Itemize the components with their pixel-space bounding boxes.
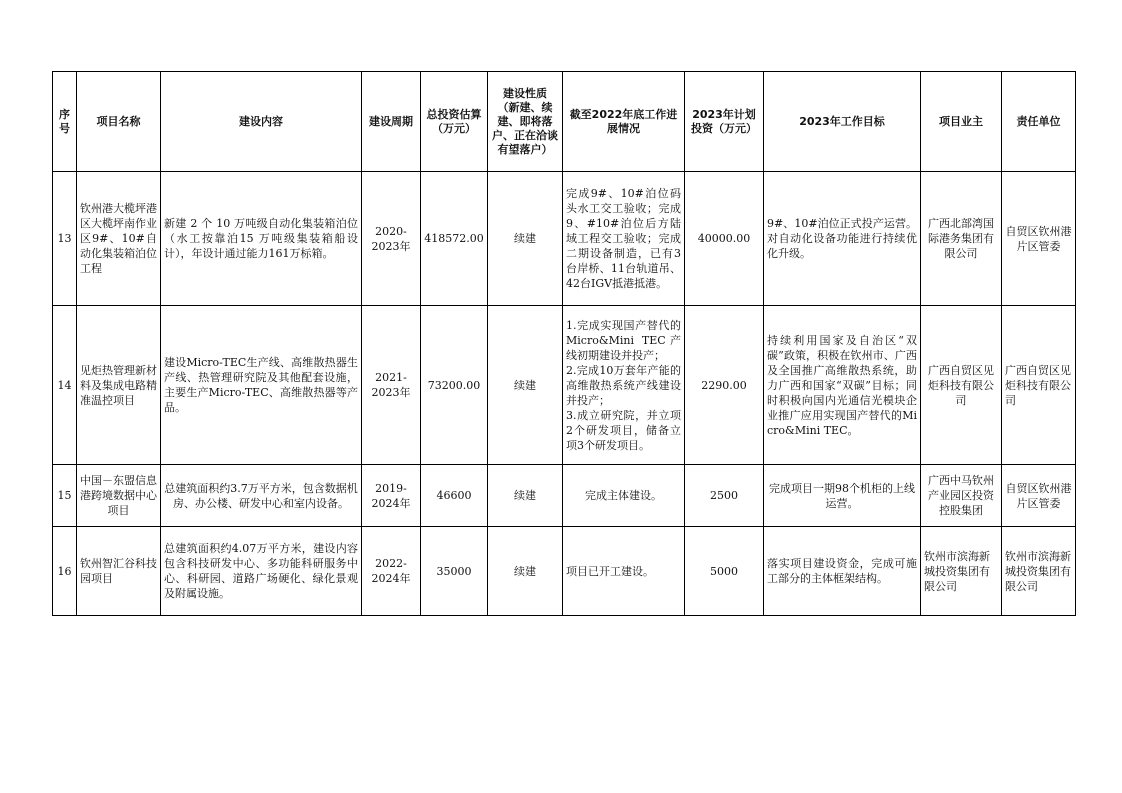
header-progress: 截至2022年底工作进展情况 [563,72,685,172]
row-plan: 40000.00 [685,172,764,306]
row-content: 总建筑面积约4.07万平方米，建设内容包含科技研发中心、多功能科研服务中心、科研园、道路广场硬化、绿化景观及附属设施。 [161,527,362,616]
row-target: 完成项目一期98个机柜的上线运营。 [764,465,921,527]
header-dept: 责任单位 [1002,72,1076,172]
header-name: 项目名称 [77,72,161,172]
header-no: 序 号 [53,72,77,172]
row-owner: 广西北部湾国际港务集团有限公司 [921,172,1002,306]
row-total: 46600 [421,465,488,527]
header-target: 2023年工作目标 [764,72,921,172]
row-name: 中国－东盟信息港跨境数据中心项目 [77,465,161,527]
table-row [53,527,1076,616]
header-owner: 项目业主 [921,72,1002,172]
row-target: 9#、10#泊位正式投产运营。对自动化设备功能进行持续优化升级。 [764,172,921,306]
header-nature: 建设性质 （新建、续建、即将落户、正在洽谈有望落户） [488,72,563,172]
row-plan: 5000 [685,527,764,616]
row-content: 总建筑面积约3.7万平方米，包含数据机房、办公楼、研发中心和室内设备。 [161,465,362,527]
table-row [53,172,1076,306]
row-name: 见炬热管理新材料及集成电路精准温控项目 [77,306,161,465]
row-nature: 续建 [488,172,563,306]
row-content: 建设Micro-TEC生产线、高维散热器生产线、热管理研究院及其他配套设施，主要生产Micro-TEC、高维散热器等产品。 [161,306,362,465]
row-content: 新建 2 个 10 万吨级自动化集装箱泊位（水工按靠泊15 万吨级集装箱船设计），年设计通过能力161万标箱。 [161,172,362,306]
row-plan: 2290.00 [685,306,764,465]
row-period: 2020- 2023年 [362,172,421,306]
row-nature: 续建 [488,306,563,465]
row-total: 35000 [421,527,488,616]
row-period: 2022- 2024年 [362,527,421,616]
row-name: 钦州港大榄坪港区大榄坪南作业区9#、10#自动化集装箱泊位工程 [77,172,161,306]
row-name: 钦州智汇谷科技园项目 [77,527,161,616]
table-row [53,465,1076,527]
project-table [52,71,1076,616]
header-period: 建设周期 [362,72,421,172]
row-dept: 自贸区钦州港片区管委 [1002,465,1076,527]
row-progress: 完成9#、10#泊位码头水工交工验收；完成9、#10#泊位后方陆域工程交工验收；完成二期设备制造，已有3台岸桥、11台轨道吊、42台IGV抵港抵港。 [563,172,685,306]
row-progress: 完成主体建设。 [563,465,685,527]
row-owner: 钦州市滨海新城投资集团有限公司 [921,527,1002,616]
row-dept: 自贸区钦州港片区管委 [1002,172,1076,306]
row-owner: 广西自贸区见炬科技有限公司 [921,306,1002,465]
project-table-container [52,71,1075,616]
row-no: 16 [53,527,77,616]
row-progress: 1.完成实现国产替代的Micro&Mini TEC产线初期建设并投产； 2.完成10万套年产能的高维散热系统产线建设并投产； 3.成立研究院，并立项2个研发项目，储备立项3个研发项目。 [563,306,685,465]
row-total: 418572.00 [421,172,488,306]
row-target: 持续利用国家及自治区“双碳”政策，积极在钦州市、广西及全国推广高维散热系统，助力广西和国家“双碳”目标；同时积极向国内光通信光模块企业推广应用实现国产替代的Micro&Mini TEC。 [764,306,921,465]
row-nature: 续建 [488,465,563,527]
row-no: 13 [53,172,77,306]
table-header-row [53,72,1076,172]
header-content: 建设内容 [161,72,362,172]
row-period: 2021- 2023年 [362,306,421,465]
row-owner: 广西中马钦州产业园区投资控股集团 [921,465,1002,527]
row-dept: 广西自贸区见炬科技有限公司 [1002,306,1076,465]
row-nature: 续建 [488,527,563,616]
row-dept: 钦州市滨海新城投资集团有限公司 [1002,527,1076,616]
row-progress: 项目已开工建设。 [563,527,685,616]
header-plan: 2023年计划投资（万元） [685,72,764,172]
row-no: 15 [53,465,77,527]
row-no: 14 [53,306,77,465]
row-total: 73200.00 [421,306,488,465]
table-row [53,306,1076,465]
row-period: 2019- 2024年 [362,465,421,527]
row-plan: 2500 [685,465,764,527]
header-total: 总投资估算 （万元） [421,72,488,172]
row-target: 落实项目建设资金，完成可施工部分的主体框架结构。 [764,527,921,616]
